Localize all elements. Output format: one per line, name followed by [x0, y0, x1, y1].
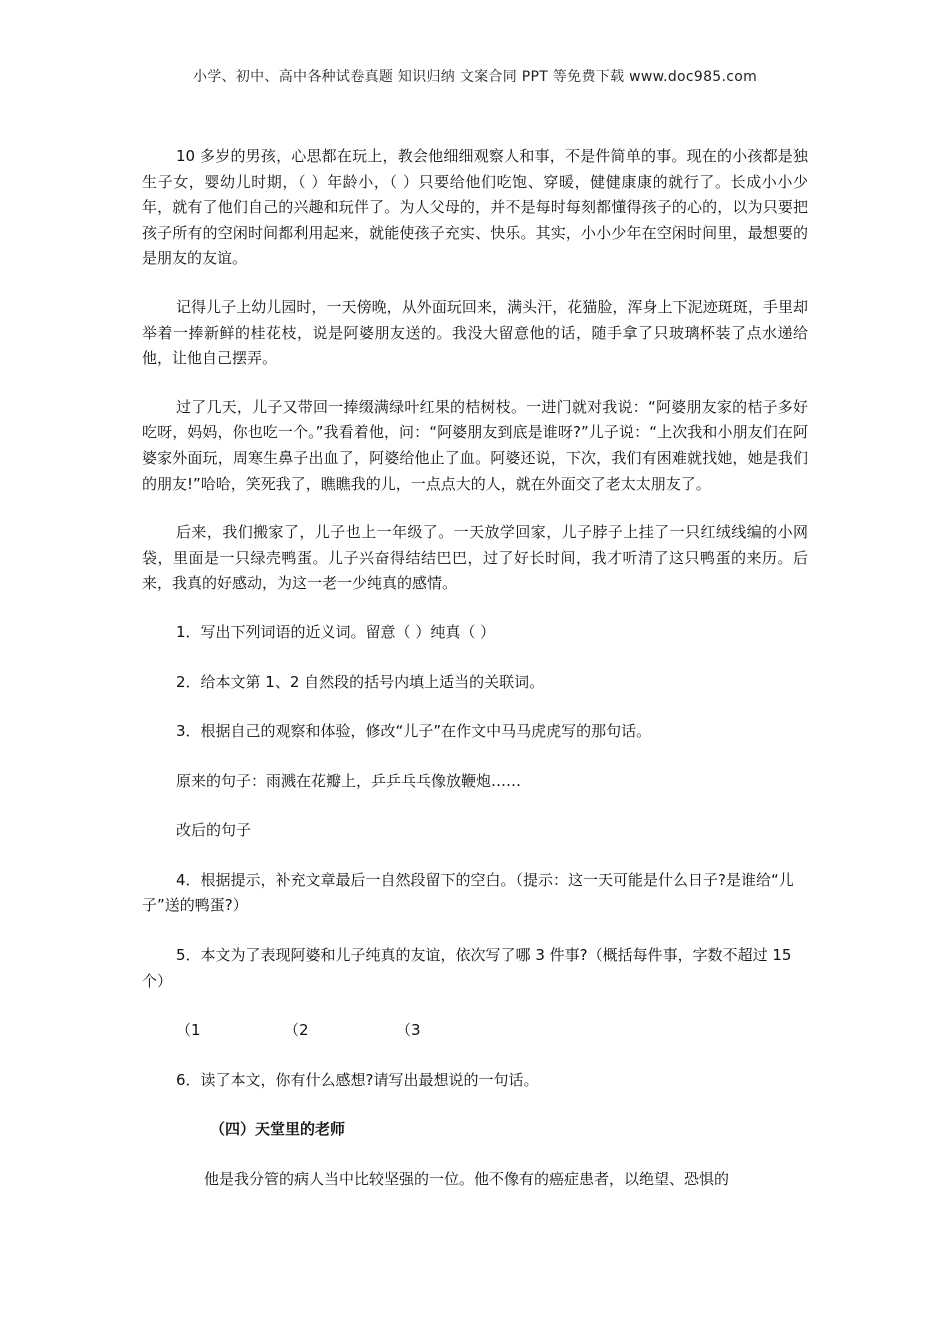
answer-blank-1: （1	[176, 1021, 201, 1040]
paragraph-3: 过了几天，儿子又带回一捧缀满绿叶红果的桔树枝。一进门就对我说：“阿婆朋友家的桔子多好吃呀，妈妈，你也吃一个。”我看着他，问：“阿婆朋友到底是谁呀?”儿子说：“上次我和小朋友们在阿婆家外面玩，周寒生鼻子出血了，阿婆给他止了血。阿婆还说，下次，我们有困难就找她，她是我们的朋友!”哈哈，笑死我了，瞧瞧我的儿，一点点大的人，就在外面交了老太太朋友了。	[142, 397, 808, 493]
paragraph-4: 后来，我们搬家了，儿子也上一年级了。一天放学回家，儿子脖子上挂了一只红绒线编的小网袋，里面是一只绿壳鸭蛋。儿子兴奋得结结巴巴，过了好长时间，我才听清了这只鸭蛋的来历。后来，我真的好感动，为这一老一少纯真的感情。	[142, 523, 808, 593]
page-header: 小学、初中、高中各种试卷真题 知识归纳 文案合同 PPT 等免费下载 www.doc985.com	[192, 69, 758, 85]
section-title: （四）天堂里的老师	[210, 1120, 346, 1139]
question-6: 6．读了本文，你有什么感想?请写出最想说的一句话。	[176, 1070, 539, 1089]
question-3: 3．根据自己的观察和体验，修改“儿子”在作文中马马虎虎写的那句话。	[176, 722, 652, 741]
paragraph-1: 10 多岁的男孩，心思都在玩上，教会他细细观察人和事，不是件简单的事。现在的小孩都是独生子女，婴幼儿时期，（ ）年龄小，（ ）只要给他们吃饱、穿暖，健健康康的就行了。长成小小少年，就有了他们自己的兴趣和玩伴了。为人父母的，并不是每时每刻都懂得孩子的心的，以为只要把孩子所有的空闲时间都利用起来，就能使孩子充实、快乐。其实，小小少年在空闲时间里，最想要的是朋友的友谊。	[142, 147, 808, 268]
question-1: 1．写出下列词语的近义词。留意（ ）纯真（ ）	[176, 622, 496, 641]
question-4: 4．根据提示，补充文章最后一自然段留下的空白。（提示：这一天可能是什么日子?是谁给“儿子”送的鸭蛋?）	[142, 870, 794, 915]
question-2: 2．给本文第 1、2 自然段的括号内填上适当的关联词。	[176, 672, 545, 691]
next-section-paragraph: 他是我分管的病人当中比较坚强的一位。他不像有的癌症患者，以绝望、恐惧的	[204, 1170, 730, 1189]
answer-blank-3: （3	[396, 1021, 421, 1040]
question-3-revised-sentence: 改后的句子	[176, 821, 252, 840]
question-5: 5．本文为了表现阿婆和儿子纯真的友谊，依次写了哪 3 件事?（概括每件事，字数不超过 15 个）	[142, 946, 792, 990]
paragraph-2: 记得儿子上幼儿园时，一天傍晚，从外面玩回来，满头汗，花猫脸，浑身上下泥迹斑斑，手里却举着一捧新鲜的桂花枝，说是阿婆朋友送的。我没大留意他的话，随手拿了只玻璃杯装了点水递给他，让他自己摆弄。	[142, 297, 808, 368]
question-3-original-sentence: 原来的句子：雨溅在花瓣上，乒乒乓乓像放鞭炮……	[176, 771, 522, 790]
question-5-answer-blanks	[142, 1018, 808, 1044]
answer-blank-2: （2	[284, 1021, 309, 1040]
document-body	[142, 144, 808, 1193]
